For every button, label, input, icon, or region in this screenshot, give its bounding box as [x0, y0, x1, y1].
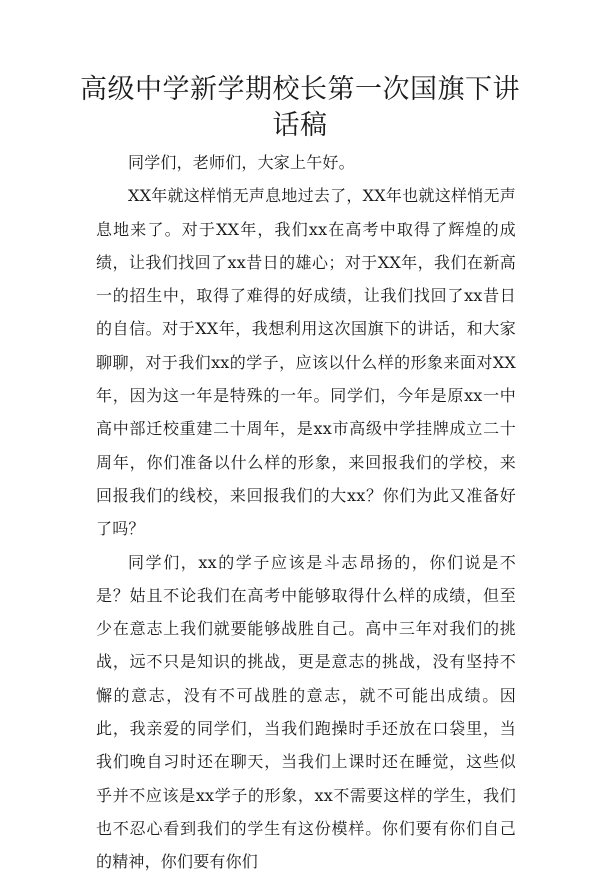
paragraph-greeting: 同学们，老师们，大家上午好。 [128, 153, 355, 172]
paragraph-new-year: XX年就这样悄无声息地过去了，XX年也就这样悄无声息地来了。对于XX年，我们xx在高考中取得了辉煌的成绩，让我们找回了xx昔日的雄心；对于XX年，我们在新高一的招生中，取得了难得的好成绩，让我们找回了xx昔日的自信。对于XX年，我想利用这次国旗下的讲话，和大家聊聊，对于我们xx的学子，应该以什么样的形象来面对XX年，因为这一年是特殊的一年。同学们，今年是原xx一中高中部迁校重建二十周年，是xx市高级中学挂牌成立二十周年，你们准备以什么样的形象，来回报我们的学校，来回报我们的线校，来回报我们的大xx？你们为此又准备好了吗？ [96, 186, 516, 539]
document-body [96, 146, 516, 879]
document-title: 高级中学新学期校长第一次国旗下讲话稿 [80, 74, 520, 141]
paragraph-spirit: 同学们，xx的学子应该是斗志昂扬的，你们说是不是？姑且不论我们在高考中能够取得什么样的成绩，但至少在意志上我们就要能够战胜自己。高中三年对我们的挑战，远不只是知识的挑战，更是意志的挑战，没有坚持不懈的意志，没有不可战胜的意志，就不可能出成绩。因此，我亲爱的同学们，当我们跑操时手还放在口袋里，当我们晚自习时还在聊天，当我们上课时还在睡觉，这些似乎并不应该是xx学子的形象，xx不需要这样的学生，我们也不忍心看到我们的学生有这份模样。你们要有你们自己的精神，你们要有你们 [96, 552, 516, 872]
